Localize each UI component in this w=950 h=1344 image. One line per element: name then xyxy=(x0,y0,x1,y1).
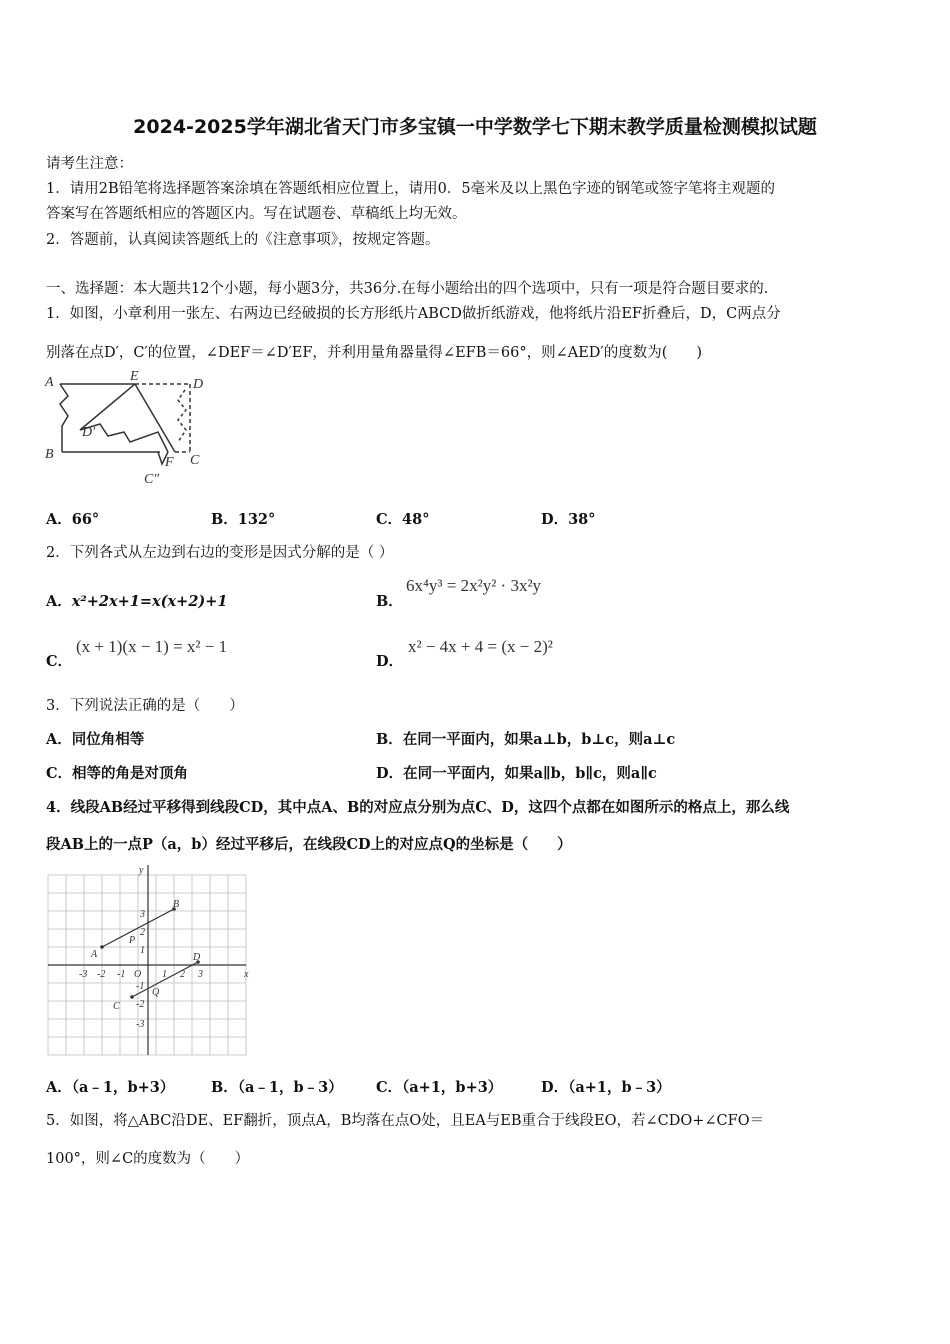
q2-stem: 2．下列各式从左边到右边的变形是因式分解的是（ ） xyxy=(46,545,394,561)
q4-point-c: C xyxy=(113,1001,120,1012)
q1-fig-label-a: A xyxy=(45,375,54,390)
q4-y-tick-neg3: -3 xyxy=(136,1019,145,1030)
q1-fig-label-b: B xyxy=(45,447,54,462)
section-1-heading: 一、选择题：本大题共12个小题，每小题3分，共36分.在每小题给出的四个选项中，只有一项是符合题目要求的. xyxy=(46,281,769,297)
q1-option-a[interactable]: A．66° xyxy=(46,511,100,528)
q4-stem-line-1: 4．线段AB经过平移得到线段CD，其中点A、B的对应点分别为点C、D，这四个点都在如图所示的格点上，那么线 xyxy=(46,799,790,816)
q4-option-a[interactable]: A．（a﹣1，b+3） xyxy=(46,1079,175,1096)
q4-option-b[interactable]: B．（a﹣1，b﹣3） xyxy=(211,1079,343,1096)
q4-x-tick-neg3: -3 xyxy=(79,969,88,980)
q3-option-c[interactable]: C．相等的角是对顶角 xyxy=(46,765,189,782)
q1-stem-line-1: 1．如图，小章利用一张左、右两边已经破损的长方形纸片ABCD做折纸游戏，他将纸片沿EF折叠后，D，C两点分 xyxy=(46,306,781,322)
q1-fold-figure xyxy=(40,368,220,493)
q4-x-tick-neg2: -2 xyxy=(97,969,106,980)
q5-stem-line-2: 100°，则∠C的度数为（ ） xyxy=(46,1151,250,1167)
q4-y-tick-neg1: -1 xyxy=(136,981,145,992)
q4-y-tick-neg2: -2 xyxy=(136,999,145,1010)
q4-x-tick-neg1: -1 xyxy=(117,969,126,980)
notice-line-1b: 答案写在答题纸相应的答题区内。写在试题卷、草稿纸上均无效。 xyxy=(46,206,467,222)
page-title: 2024-2025学年湖北省天门市多宝镇一中学数学七下期末教学质量检测模拟试题 xyxy=(133,116,817,138)
q2-option-c-label[interactable]: C． xyxy=(46,653,73,670)
q2-option-a-label: A． xyxy=(46,593,72,610)
q1-fig-label-e: E xyxy=(130,369,139,384)
q1-fig-label-f: F xyxy=(165,455,174,470)
q1-option-b[interactable]: B．132° xyxy=(211,511,276,528)
q1-fig-label-d: D xyxy=(193,377,204,392)
q4-x-tick-1: 1 xyxy=(162,969,167,980)
q2-option-b-label[interactable]: B． xyxy=(376,593,403,610)
q4-point-q: Q xyxy=(152,987,160,998)
notice-line-2: 2．答题前，认真阅读答题纸上的《注意事项》，按规定答题。 xyxy=(46,232,440,248)
q2-option-a-expr: x²+2x+1=x(x+2)+1 xyxy=(71,593,228,610)
q4-option-c[interactable]: C．（a+1，b+3） xyxy=(376,1079,503,1096)
q2-option-d-label[interactable]: D． xyxy=(376,653,404,670)
q1-fig-label-c: C xyxy=(190,453,200,468)
q1-option-c[interactable]: C．48° xyxy=(376,511,430,528)
q1-option-d[interactable]: D．38° xyxy=(541,511,596,528)
q2-option-c-expr: (x + 1)(x − 1) = x² − 1 xyxy=(76,637,228,656)
notice-line-1a: 1．请用2B铅笔将选择题答案涂填在答题纸相应位置上，请用0．5毫米及以上黑色字迹的钢笔或签字笔将主观题的 xyxy=(46,181,776,197)
q4-point-a: A xyxy=(91,949,98,960)
q4-point-p: P xyxy=(129,935,136,946)
q4-x-tick-3: 3 xyxy=(198,969,203,980)
q1-fig-label-c-double-prime: C″ xyxy=(144,472,160,487)
q4-point-b: B xyxy=(173,899,180,910)
q4-stem-line-2: 段AB上的一点P（a，b）经过平移后，在线段CD上的对应点Q的坐标是（ ） xyxy=(46,836,572,853)
q2-option-b-expr: 6x⁴y³ = 2x²y² · 3x²y xyxy=(406,576,542,595)
notice-header: 请考生注意： xyxy=(46,156,133,172)
q5-stem-line-1: 5．如图，将△ABC沿DE、EF翻折，顶点A，B均落在点O处，且EA与EB重合于线段EO，若∠CDO+∠CFO＝ xyxy=(46,1113,765,1129)
q4-origin-label: O xyxy=(134,969,142,980)
q4-option-d[interactable]: D．（a+1，b﹣3） xyxy=(541,1079,671,1096)
q4-y-tick-3: 3 xyxy=(140,909,145,920)
q4-axis-label-y: y xyxy=(139,865,144,876)
q3-stem: 3．下列说法正确的是（ ） xyxy=(46,698,244,714)
q2-option-d-expr: x² − 4x + 4 = (x − 2)² xyxy=(408,637,553,656)
q3-option-b[interactable]: B．在同一平面内，如果a⊥b，b⊥c，则a⊥c xyxy=(376,731,676,748)
q4-y-tick-2: 2 xyxy=(140,927,145,938)
q4-point-d: D xyxy=(193,952,201,963)
q4-y-tick-1: 1 xyxy=(140,945,145,956)
q1-fig-label-d-prime: D′ xyxy=(82,425,96,440)
q4-coordinate-grid xyxy=(48,865,253,1060)
q4-axis-label-x: x xyxy=(244,969,249,980)
q1-stem-line-2: 别落在点D′，C′的位置，∠DEF＝∠D′EF，并利用量角器量得∠EFB＝66°，则∠AED′的度数为( ) xyxy=(46,345,703,361)
q2-option-a[interactable] xyxy=(46,590,228,611)
q3-option-a[interactable]: A．同位角相等 xyxy=(46,731,145,748)
q3-option-d[interactable]: D．在同一平面内，如果a∥b，b∥c，则a∥c xyxy=(376,765,657,782)
q4-x-tick-2: 2 xyxy=(180,969,185,980)
